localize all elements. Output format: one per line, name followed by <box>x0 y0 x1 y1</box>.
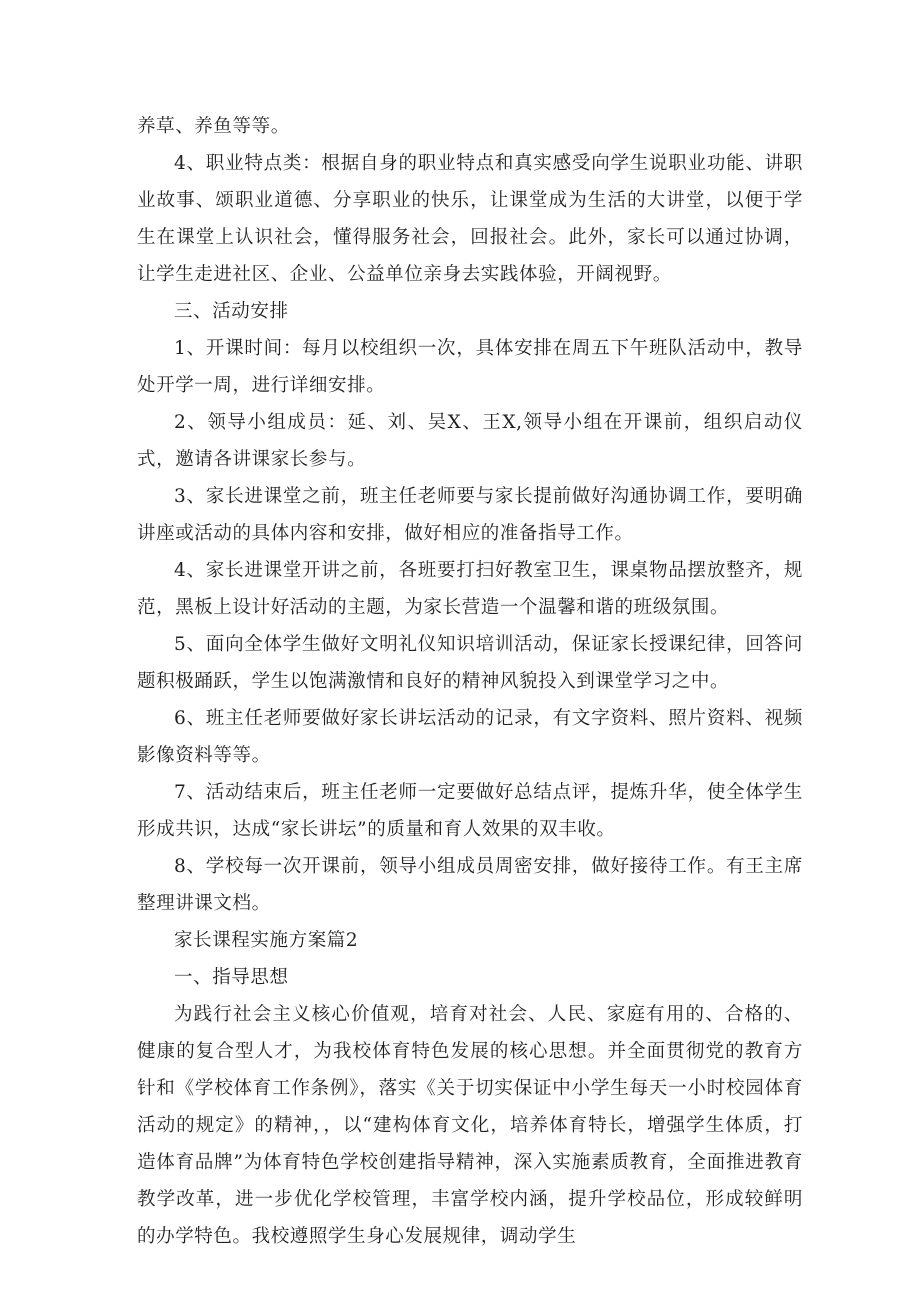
paragraph: 2、领导小组成员：延、刘、吴X、王X,领导小组在开课前，组织启动仪式，邀请各讲课家长参与。 <box>137 412 803 470</box>
paragraph: 6、班主任老师要做好家长讲坛活动的记录，有文字资料、照片资料、视频影像资料等等。 <box>137 708 803 766</box>
paragraph: 8、学校每一次开课前，领导小组成员周密安排，做好接待工作。有王主席整理讲课文档。 <box>137 856 803 914</box>
paragraph: 5、面向全体学生做好文明礼仪知识培训活动，保证家长授课纪律，回答问题积极踊跃，学生以饱满激情和良好的精神风貌投入到课堂学习之中。 <box>137 634 803 692</box>
paragraph: 1、开课时间：每月以校组织一次，具体安排在周五下午班队活动中，教导处开学一周，进行详细安排。 <box>137 338 803 396</box>
paragraph: 养草、养鱼等等。 <box>137 116 290 137</box>
paragraph: 4、职业特点类：根据自身的职业特点和真实感受向学生说职业功能、讲职业故事、颂职业道德、分享职业的快乐，让课堂成为生活的大讲堂，以便于学生在课堂上认识社会，懂得服务社会，回报社会。此外，家长可以通过协调，让学生走进社区、企业、公益单位亲身去实践体验，开阔视野。 <box>137 153 803 285</box>
paragraph: 7、活动结束后，班主任老师一定要做好总结点评，提炼升华，使全体学生形成共识，达成“家长讲坛”的质量和育人效果的双丰收。 <box>137 782 803 840</box>
paragraph: 3、家长进课堂之前，班主任老师要与家长提前做好沟通协调工作，要明确讲座或活动的具体内容和安排，做好相应的准备指导工作。 <box>137 486 803 544</box>
paragraph: 为践行社会主义核心价值观，培育对社会、人民、家庭有用的、合格的、健康的复合型人才，为我校体育特色发展的核心思想。并全面贯彻党的教育方针和《学校体育工作条例》，落实《关于切实保证中小学生每天一小时校园体育活动的规定》的精神，，以“建构体育文化，培养体育特长，增强学生体质，打造体育品牌”为体育特色学校创建指导精神，深入实施素质教育，全面推进教育教学改革，进一步优化学校管理，丰富学校内涵，提升学校品位，形成较鲜明的办学特色。我校遵照学生身心发展规律，调动学生 <box>137 1004 803 1247</box>
document-body <box>137 108 803 1255</box>
paragraph: 4、家长进课堂开讲之前，各班要打扫好教室卫生，课桌物品摆放整齐，规范，黑板上设计好活动的主题，为家长营造一个温馨和谐的班级氛围。 <box>137 560 803 618</box>
section-heading: 三、活动安排 <box>174 301 289 322</box>
document-title: 家长课程实施方案篇2 <box>174 930 359 951</box>
section-heading: 一、指导思想 <box>174 967 289 988</box>
